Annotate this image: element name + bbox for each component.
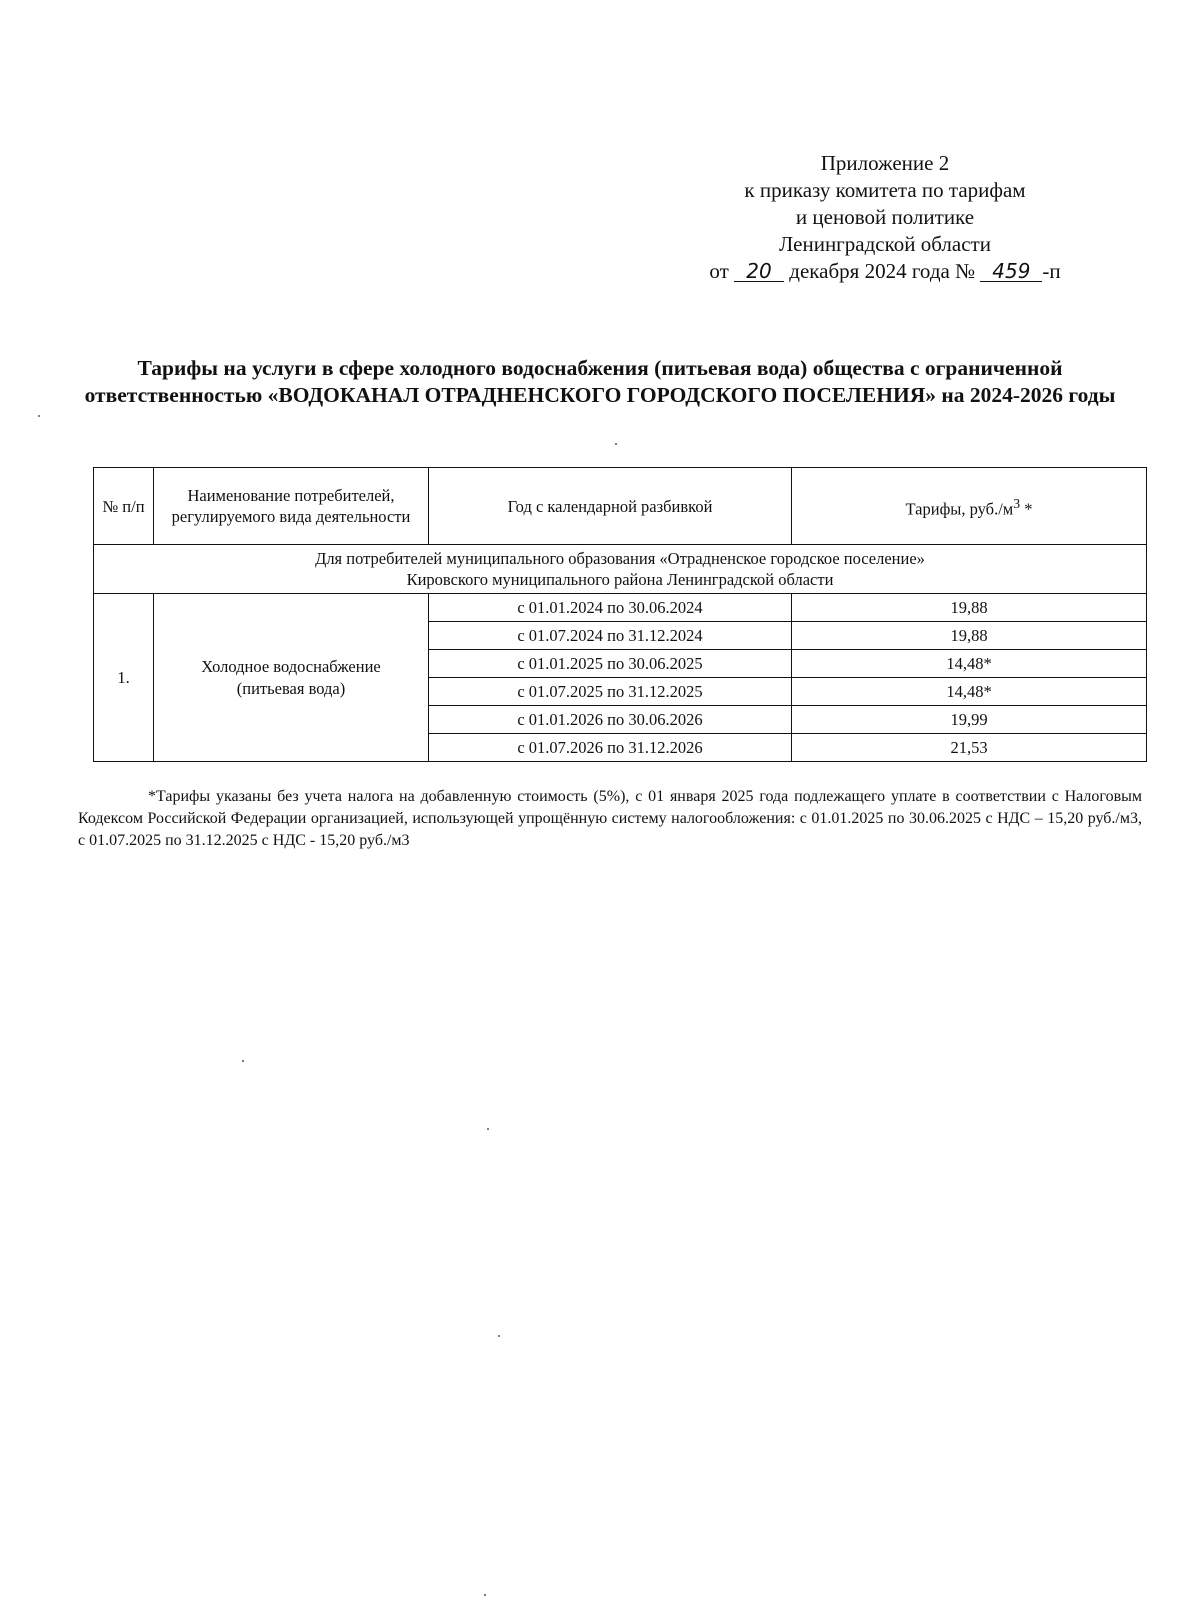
table-row — [94, 594, 1147, 622]
tariff-cell: 19,88 — [792, 622, 1147, 650]
scan-speck — [484, 1594, 486, 1596]
handwritten-order-number: 459 — [980, 261, 1042, 282]
period-cell: с 01.01.2024 по 30.06.2024 — [429, 594, 792, 622]
service-name-line-1: Холодное водоснабжение — [201, 656, 381, 676]
header-tariff-superscript: 3 — [1013, 495, 1021, 511]
tariff-cell: 14,48* — [792, 650, 1147, 678]
consumer-group-line-1: Для потребителей муниципального образования «Отрадненское городское поселение» — [315, 549, 925, 568]
service-name-line-2: (питьевая вода) — [236, 678, 346, 698]
region-line: Ленинградской области — [779, 232, 991, 256]
tariff-cell: 21,53 — [792, 734, 1147, 762]
consumer-group-row — [94, 545, 1147, 594]
header-period: Год с календарной разбивкой — [429, 468, 792, 545]
period-cell: с 01.01.2026 по 30.06.2026 — [429, 706, 792, 734]
appendix-header — [690, 150, 1080, 285]
order-reference-line: к приказу комитета по тарифам — [744, 178, 1026, 202]
document-title: Тарифы на услуги в сфере холодного водоснабжения (питьевая вода) общества с ограниченной ответственностью «ВОДОКАНАЛ ОТРАДНЕНСКОГО ГОРОДСКОГО ПОСЕЛЕНИЯ» на 2024-2026 годы — [84, 356, 1116, 407]
period-cell: с 01.07.2025 по 31.12.2025 — [429, 678, 792, 706]
header-consumer-name: Наименование потребителей, регулируемого вида деятельности — [154, 468, 429, 545]
tariff-table — [93, 467, 1147, 762]
tariff-cell: 14,48* — [792, 678, 1147, 706]
handwritten-day: 20 — [734, 261, 784, 282]
scan-speck — [38, 415, 40, 417]
table-header-row — [94, 468, 1147, 545]
scan-speck — [242, 1060, 244, 1062]
header-tariff-asterisk: * — [1024, 499, 1033, 519]
header-number: № п/п — [94, 468, 154, 545]
committee-line: и ценовой политике — [795, 205, 975, 229]
date-text: декабря 2024 года № — [789, 259, 976, 283]
order-suffix: -п — [1042, 259, 1061, 283]
consumer-group-label — [94, 545, 1147, 594]
from-label: от — [709, 259, 729, 283]
header-tariff-label: Тарифы, руб./м — [905, 499, 1014, 519]
scan-speck — [487, 1128, 489, 1130]
row-number: 1. — [94, 594, 154, 762]
header-tariff — [792, 468, 1147, 545]
consumer-group-line-2: Кировского муниципального района Ленинградской области — [406, 570, 834, 589]
period-cell: с 01.07.2026 по 31.12.2026 — [429, 734, 792, 762]
period-cell: с 01.07.2024 по 31.12.2024 — [429, 622, 792, 650]
scan-speck — [498, 1335, 500, 1337]
scan-speck — [615, 443, 617, 445]
tariff-cell: 19,99 — [792, 706, 1147, 734]
period-cell: с 01.01.2025 по 30.06.2025 — [429, 650, 792, 678]
appendix-label: Приложение 2 — [820, 151, 950, 175]
service-name — [154, 594, 429, 762]
order-date-line — [690, 258, 1080, 285]
vat-footnote: *Тарифы указаны без учета налога на добавленную стоимость (5%), с 01 января 2025 года подлежащего уплате в соответствии с Налоговым Кодексом Российской Федерации организацией, использующей упрощённую систему налогообложения: с 01.01.2025 по 30.06.2025 с НДС – 15,20 руб./м3, с 01.07.2025 по 31.12.2025 с НДС - 15,20 руб./м3 — [78, 788, 1142, 849]
tariff-cell: 19,88 — [792, 594, 1147, 622]
